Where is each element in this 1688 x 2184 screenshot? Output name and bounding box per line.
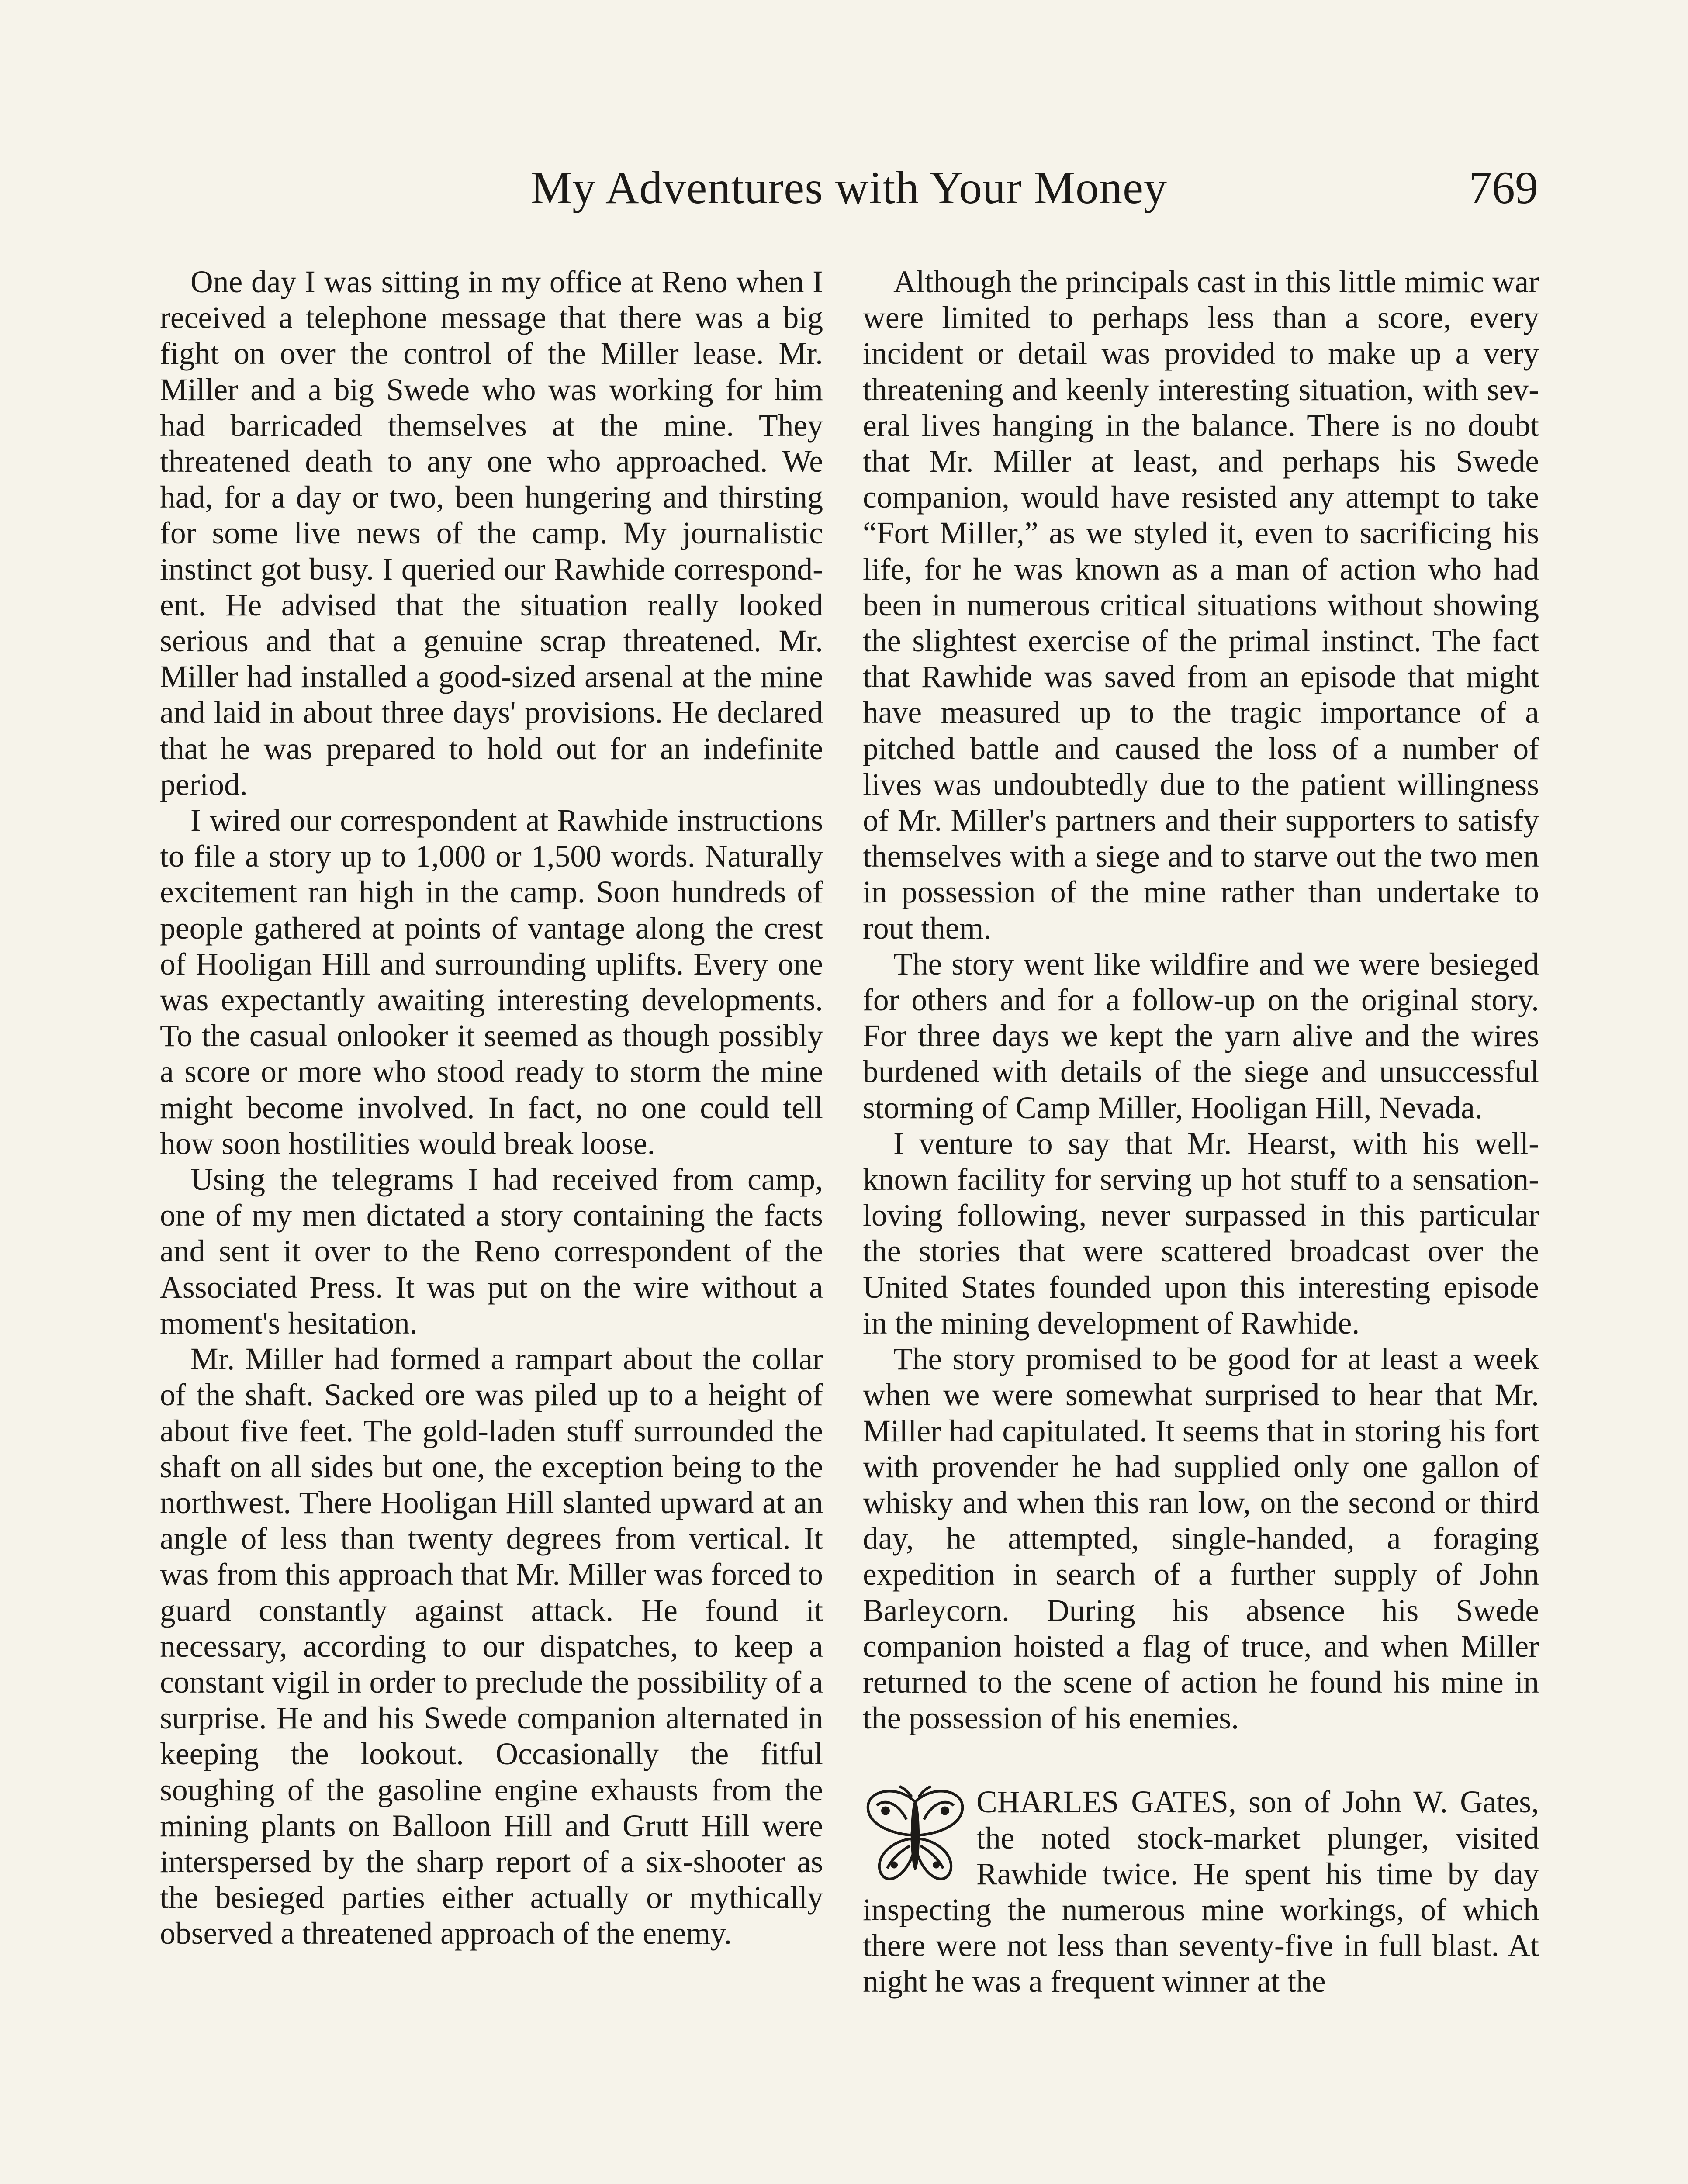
section-lead-in: CHARLES GATES, (976, 1785, 1236, 1820)
section-text: son of John W. Gates, the noted stock-market plunger, visited Rawhide twice. He spent his time by day inspecting the numerous mine workings, of which there were not less than seventy-five in full blast. At night he was a frequent winner at the (863, 1785, 1539, 1999)
paragraph: One day I was sitting in my office at Reno when I received a telephone message that there was a big fight on over the control of the Miller lease. Mr. Miller and a big Swede who was working for him had barricaded themselves at the mine. They threatened death to any one who approached. We had, for a day or two, been hungering and thirsting for some live news of the camp. My journalistic instinct got busy. I queried our Rawhide correspondent. He advised that the situation really looked serious and that a genuine scrap threatened. Mr. Miller had installed a good-sized arsenal at the mine and laid in about three days' provisions. He declared that he was prepared to hold out for an indefinite period. (160, 265, 823, 802)
running-title: My Adventures with Your Money (530, 162, 1168, 213)
paragraph: I wired our correspondent at Rawhide instructions to file a story up to 1,000 or 1,500 words. Naturally excitement ran high in the camp. Soon hundreds of people gathered at points of vantage along the crest of Hooligan Hill and surrounding uplifts. Every one was expectantly awaiting interesting developments. To the casual onlooker it seemed as though possibly a score or more who stood ready to storm the mine might become involved. In fact, no one could tell how soon hostilities would break loose. (160, 803, 823, 1161)
right-column (863, 264, 1539, 2000)
page-number: 769 (1469, 162, 1538, 213)
paragraph: I venture to say that Mr. Hearst, with his well-known facility for serving up hot stuff to a sensation-loving following, never surpassed in this particular the stories that were scattered broadcast over the United States founded upon this interesting episode in the mining development of Rawhide. (863, 1126, 1539, 1341)
paragraph: Using the telegrams I had received from camp, one of my men dictated a story containing the facts and sent it over to the Reno correspondent of the Associated Press. It was put on the wire without a moment's hesitation. (160, 1162, 823, 1341)
paragraph: The story promised to be good for at least a week when we were somewhat surprised to hear that Mr. Miller had capitulated. It seems that in storing his fort with provender he had supplied only one gallon of whisky and when this ran low, on the second or third day, he attempted, single-handed, a foraging expedition in search of a further supply of John Barleycorn. During his absence his Swede companion hoisted a flag of truce, and when Miller returned to the scene of action he found his mine in the possession of his enemies. (863, 1342, 1539, 1736)
paragraph: Although the principals cast in this little mimic war were limited to perhaps less than a score, every incident or detail was provided to make up a very threatening and keenly interesting situation, with several lives hanging in the balance. There is no doubt that Mr. Miller at least, and perhaps his Swede companion, would have resisted any attempt to take “Fort Miller,” as we styled it, even to sacrificing his life, for he was known as a man of action who had been in numerous critical situations without showing the slightest exercise of the primal instinct. The fact that Rawhide was saved from an episode that might have measured up to the tragic importance of a pitched battle and caused the loss of a number of lives was undoubtedly due to the patient willingness of Mr. Miller's partners and their supporters to satisfy themselves with a siege and to starve out the two men in possession of the mine rather than undertake to rout them. (863, 265, 1539, 946)
paragraph: The story went like wildfire and we were besieged for others and for a follow-up on the original story. For three days we kept the yarn alive and the wires burdened with details of the siege and unsuccessful storming of Camp Miller, Hooligan Hill, Nevada. (863, 947, 1539, 1125)
left-column (160, 264, 823, 1952)
section-break (863, 1736, 1539, 1784)
new-section (863, 1784, 1539, 2000)
paragraph: Mr. Miller had formed a rampart about the collar of the shaft. Sacked ore was piled up to a height of about five feet. The gold-laden stuff surrounded the shaft on all sides but one, the exception being to the northwest. There Hooligan Hill slanted upward at an angle of less than twenty degrees from vertical. It was from this approach that Mr. Miller was forced to guard constantly against attack. He found it necessary, according to our dispatches, to keep a constant vigil in order to preclude the possibility of a surprise. He and his Swede companion alternated in keeping the lookout. Occasionally the fitful soughing of the gasoline engine exhausts from the mining plants on Balloon Hill and Grutt Hill were interspersed by the sharp report of a six-shooter as the besieged parties either actually or mythically observed a threatened approach of the enemy. (160, 1342, 823, 1951)
butterfly-ornament-icon (863, 1784, 968, 1891)
page-header (160, 155, 1538, 221)
